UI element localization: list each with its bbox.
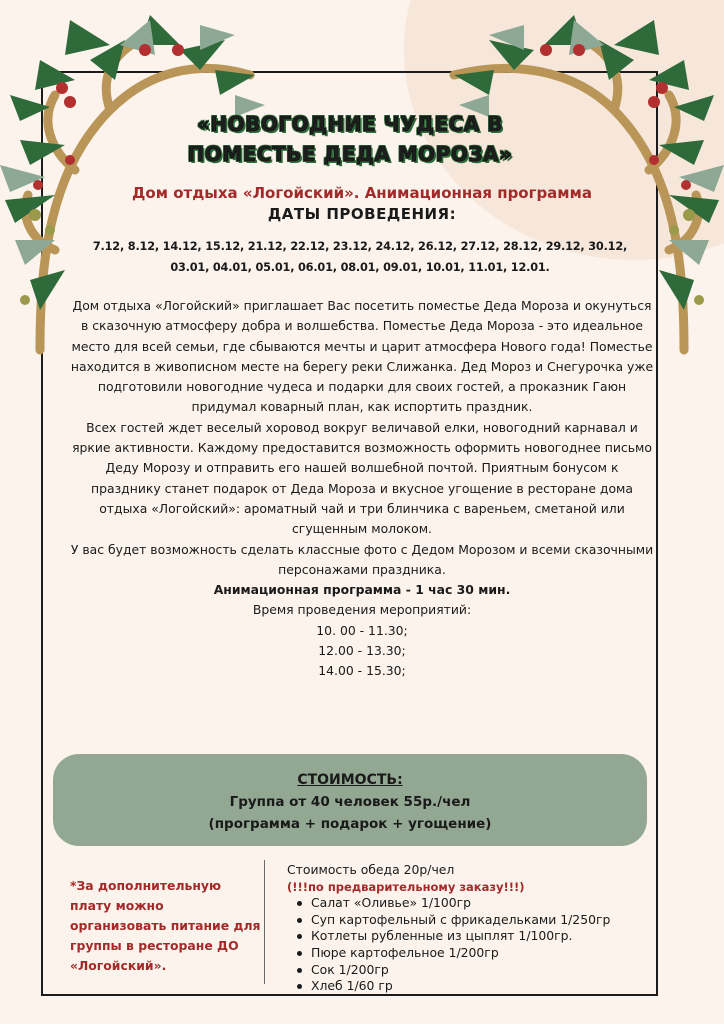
price-includes: (программа + подарок + угощение) xyxy=(208,816,492,832)
subtitle: Дом отдыха «Логойский». Анимационная программа xyxy=(132,184,592,202)
title-line-2: ПОМЕСТЬЕ ДЕДА МОРОЗА» xyxy=(187,142,513,166)
description-paragraph-3: У вас будет возможность сделать классные фото с Дедом Морозом и всеми сказочными персонажами праздника. xyxy=(70,541,654,577)
description xyxy=(70,296,654,682)
price-box xyxy=(53,754,647,846)
menu-item: Салат «Оливье» 1/100гр xyxy=(311,895,647,912)
dates-line-1: 7.12, 8.12, 14.12, 15.12, 21.12, 22.12, 23.12, 24.12, 26.12, 27.12, 28.12, 29.12, 30.12, xyxy=(92,240,628,253)
price-group: Группа от 40 человек 55р./чел xyxy=(229,794,471,810)
description-paragraph-2: Всех гостей ждет веселый хоровод вокруг величавой елки, новогодний карнавал и яркие активности. Каждому предоставится возможность оформить новогоднее письмо Деду Морозу и отправить его нашей волшебной почтой. Приятным бонусом к празднику станет подарок от Деда Мороза и вкусное угощение в ресторане дома отдыха «Логойский»: ароматный чай и три блинчика с вареньем, сметаной или сгущенным молоком. xyxy=(72,419,652,537)
lunch-price: Стоимость обеда 20р/чел xyxy=(287,862,455,877)
menu-item: Сок 1/200гр xyxy=(311,962,647,979)
schedule-label: Время проведения мероприятий: xyxy=(252,602,472,618)
price-heading: СТОИМОСТЬ: xyxy=(297,772,403,788)
divider xyxy=(264,860,265,984)
menu-item: Хлеб 1/60 гр xyxy=(311,978,647,995)
schedule-time-2: 12.00 - 13.30; xyxy=(318,643,406,659)
menu-item: Суп картофельный с фрикадельками 1/250гр xyxy=(311,912,647,929)
menu-list xyxy=(287,895,647,995)
preorder-warning: (!!!по предварительному заказу!!!) xyxy=(287,879,525,894)
schedule-time-3: 14.00 - 15.30; xyxy=(318,663,406,679)
dates-list xyxy=(80,236,640,278)
dates-heading: ДАТЫ ПРОВЕДЕНИЯ: xyxy=(267,205,457,223)
description-paragraph-1: Дом отдыха «Логойский» приглашает Вас посетить поместье Деда Мороза и окунуться в сказочную атмосферу добра и волшебства. Поместье Деда Мороза - это идеальное место для всей семьи, где сбываются мечты и царит атмосфера Нового года! Поместье находится в живописном месте на берегу реки Слижанка. Дед Мороз и Снегурочка уже подготовили новогодние чудеса и подарки для своих гостей, а проказник Гаюн придумал коварный план, как испортить праздник. xyxy=(70,298,654,415)
lunch-menu xyxy=(287,862,647,995)
dates-line-2: 03.01, 04.01, 05.01, 06.01, 08.01, 09.01, 10.01, 11.01, 12.01. xyxy=(170,261,550,274)
catering-note: *За дополнительную плату можно организовать питание для группы в ресторане ДО «Логойский». xyxy=(70,878,261,973)
menu-item: Пюре картофельное 1/200гр xyxy=(311,945,647,962)
schedule-time-1: 10. 00 - 11.30; xyxy=(316,622,408,638)
title-line-1: «НОВОГОДНИЕ ЧУДЕСА В xyxy=(197,112,503,136)
menu-item: Котлеты рубленные из цыплят 1/100гр. xyxy=(311,928,647,945)
program-duration: Анимационная программа - 1 час 30 мин. xyxy=(213,582,511,598)
